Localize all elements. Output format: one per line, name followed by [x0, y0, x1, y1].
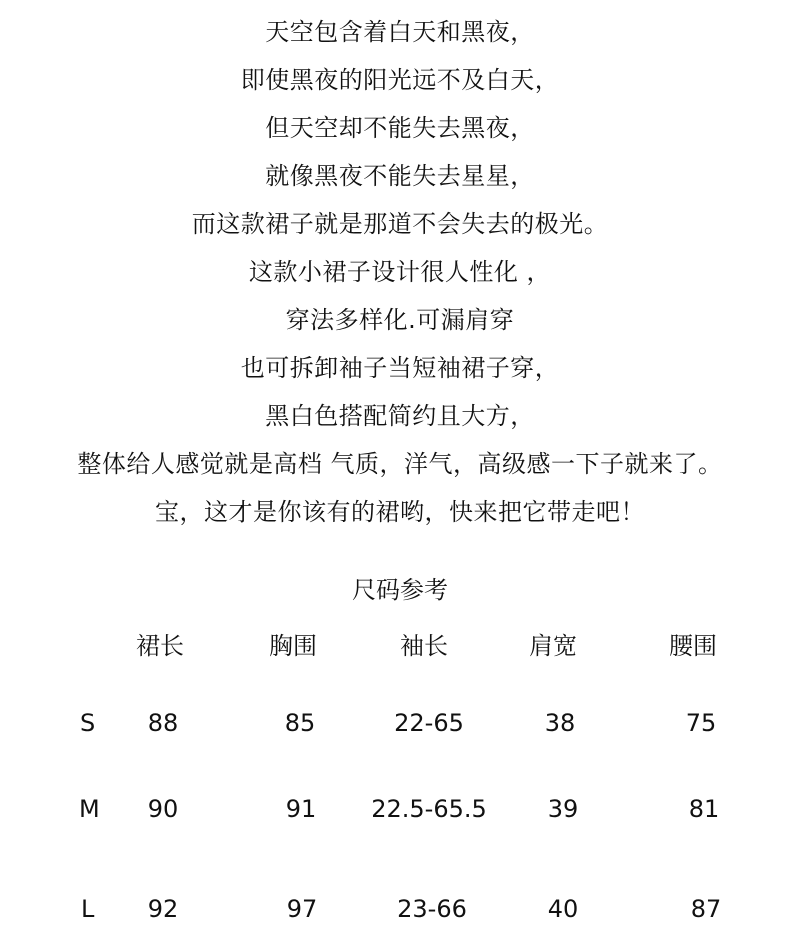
table-cell: 40	[547, 895, 579, 923]
table-cell: 92	[147, 895, 179, 923]
table-cell: 90	[147, 795, 179, 823]
table-cell: 87	[690, 895, 722, 923]
description-line: 黑白色搭配简约且大方，	[265, 402, 535, 430]
description-text	[0, 8, 800, 536]
description-line: 但天空却不能失去黑夜，	[265, 114, 535, 142]
table-cell: 22-65	[394, 709, 464, 737]
table-cell: 97	[286, 895, 318, 923]
description-line: 穿法多样化.可漏肩穿	[285, 306, 515, 334]
size-label-m: M	[79, 795, 100, 823]
description-line: 整体给人感觉就是高档 气质，洋气，高级感一下子就来了。	[77, 450, 723, 478]
table-cell: 38	[544, 709, 576, 737]
description-line: 也可拆卸袖子当短袖裙子穿，	[240, 354, 560, 382]
description-line: 而这款裙子就是那道不会失去的极光。	[191, 210, 609, 238]
header-sleeve-length: 袖长	[400, 632, 448, 660]
description-line: 即使黑夜的阳光远不及白天，	[240, 66, 560, 94]
table-cell: 75	[685, 709, 717, 737]
header-bust: 胸围	[269, 632, 317, 660]
header-shoulder-width: 肩宽	[529, 632, 577, 660]
description-line: 就像黑夜不能失去星星，	[265, 162, 535, 190]
table-cell: 88	[147, 709, 179, 737]
description-line: 这款小裙子设计很人性化 ，	[248, 258, 552, 286]
table-cell: 39	[547, 795, 579, 823]
table-cell: 91	[285, 795, 317, 823]
table-cell: 81	[688, 795, 720, 823]
size-label-s: S	[80, 709, 96, 737]
size-chart-title: 尺码参考	[352, 576, 448, 604]
table-cell: 85	[284, 709, 316, 737]
description-line: 宝，这才是你该有的裙哟，快来把它带走吧！	[155, 498, 645, 526]
table-cell: 22.5-65.5	[371, 795, 487, 823]
table-cell: 23-66	[397, 895, 467, 923]
description-line: 天空包含着白天和黑夜，	[265, 18, 535, 46]
header-waist: 腰围	[669, 632, 717, 660]
size-label-l: L	[81, 895, 95, 923]
header-skirt-length: 裙长	[136, 632, 184, 660]
